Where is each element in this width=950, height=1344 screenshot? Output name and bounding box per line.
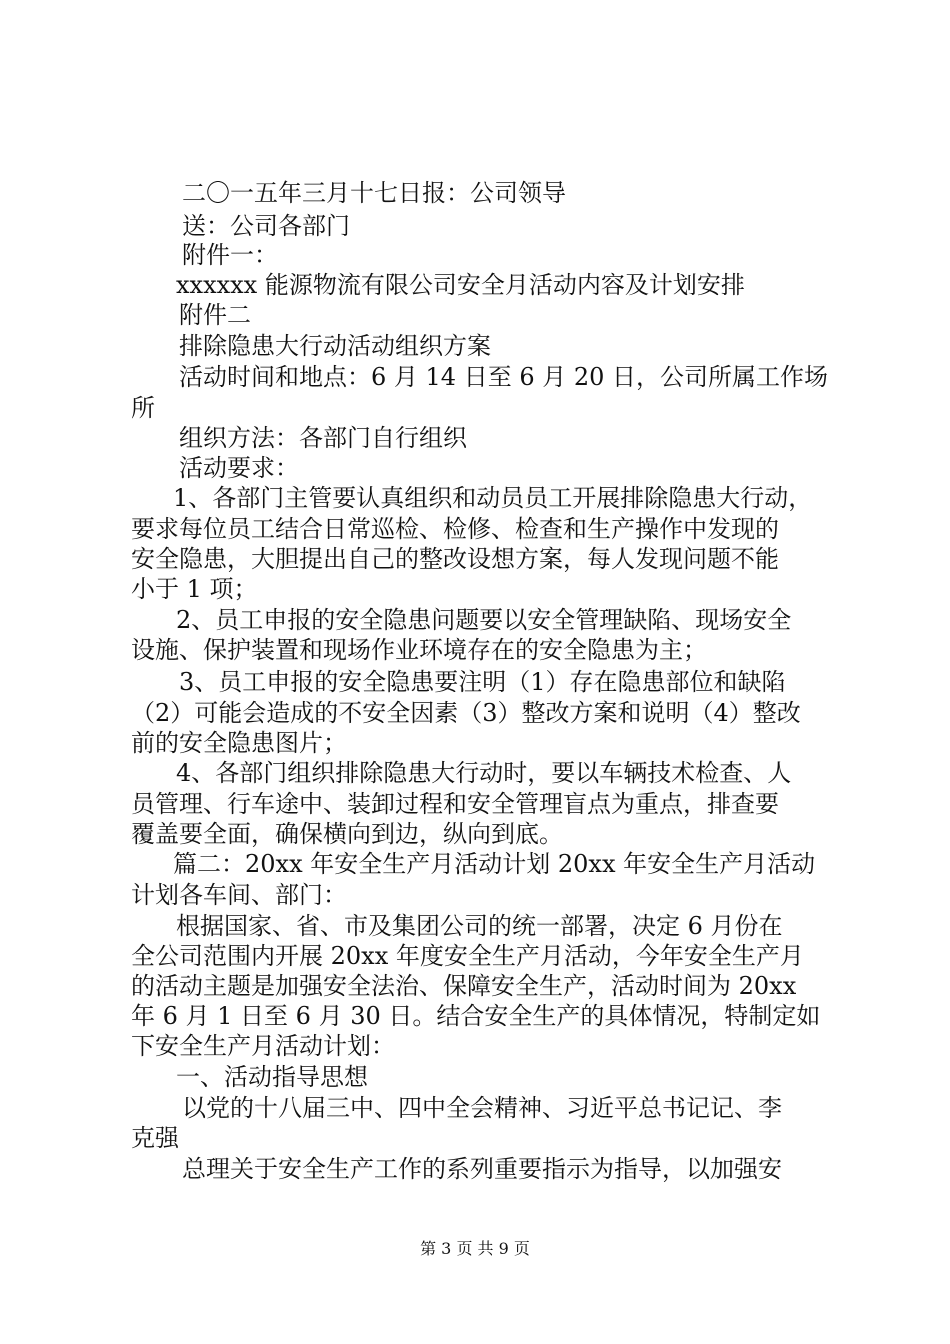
text-line: 计划各车间、部门： xyxy=(131,881,347,909)
text-line: 活动要求： xyxy=(179,454,299,482)
text-line: 根据国家、省、市及集团公司的统一部署，决定 6 月份在 xyxy=(176,912,783,940)
text-line: 下安全生产月活动计划： xyxy=(131,1032,395,1060)
text-line: 送：公司各部门 xyxy=(182,212,350,240)
text-line: 小于 1 项； xyxy=(131,575,258,603)
text-line: 附件二 xyxy=(179,301,251,329)
text-line: 附件一： xyxy=(182,241,278,269)
text-line: 要求每位员工结合日常巡检、检修、检查和生产操作中发现的 xyxy=(131,515,779,543)
text-line: 4、各部门组织排除隐患大行动时，要以车辆技术检查、人 xyxy=(176,759,792,787)
text-line: 的活动主题是加强安全法治、保障安全生产，活动时间为 20xx xyxy=(131,972,797,1000)
text-line: 安全隐患，大胆提出自己的整改设想方案，每人发现问题不能 xyxy=(131,545,779,573)
text-line: 全公司范围内开展 20xx 年度安全生产月活动，今年安全生产月 xyxy=(131,942,804,970)
text-line: 年 6 月 1 日至 6 月 30 日。结合安全生产的具体情况，特制定如 xyxy=(131,1002,821,1030)
text-line: （2）可能会造成的不安全因素（3）整改方案和说明（4）整改 xyxy=(131,699,801,727)
text-line: 前的安全隐患图片； xyxy=(131,729,347,757)
text-line: 组织方法：各部门自行组织 xyxy=(179,424,467,452)
page-number-footer: 第 3 页 共 9 页 xyxy=(420,1239,530,1258)
text-line: 3、员工申报的安全隐患要注明（1）存在隐患部位和缺陷 xyxy=(179,668,786,696)
text-line: 所 xyxy=(131,394,155,422)
text-line: 克强 xyxy=(131,1124,179,1152)
text-line: 活动时间和地点：6 月 14 日至 6 月 20 日，公司所属工作场 xyxy=(179,363,829,391)
text-line: 篇二：20xx 年安全生产月活动计划 20xx 年安全生产月活动 xyxy=(173,850,816,878)
text-line: 覆盖要全面，确保横向到边，纵向到底。 xyxy=(131,820,563,848)
text-line: 二〇一五年三月十七日报：公司领导 xyxy=(182,179,566,207)
text-line: 1、各部门主管要认真组织和动员员工开展排除隐患大行动， xyxy=(173,484,813,512)
text-line: 排除隐患大行动活动组织方案 xyxy=(179,332,491,360)
text-line: 2、员工申报的安全隐患问题要以安全管理缺陷、现场安全 xyxy=(176,606,792,634)
text-line: xxxxxx 能源物流有限公司安全月活动内容及计划安排 xyxy=(176,271,745,299)
text-line: 以党的十八届三中、四中全会精神、习近平总书记记、李 xyxy=(182,1094,782,1122)
text-line: 员管理、行车途中、装卸过程和安全管理盲点为重点，排查要 xyxy=(131,790,779,818)
text-line: 总理关于安全生产工作的系列重要指示为指导，以加强安 xyxy=(182,1155,782,1183)
text-line: 一、活动指导思想 xyxy=(176,1063,368,1091)
text-line: 设施、保护装置和现场作业环境存在的安全隐患为主； xyxy=(131,636,707,664)
